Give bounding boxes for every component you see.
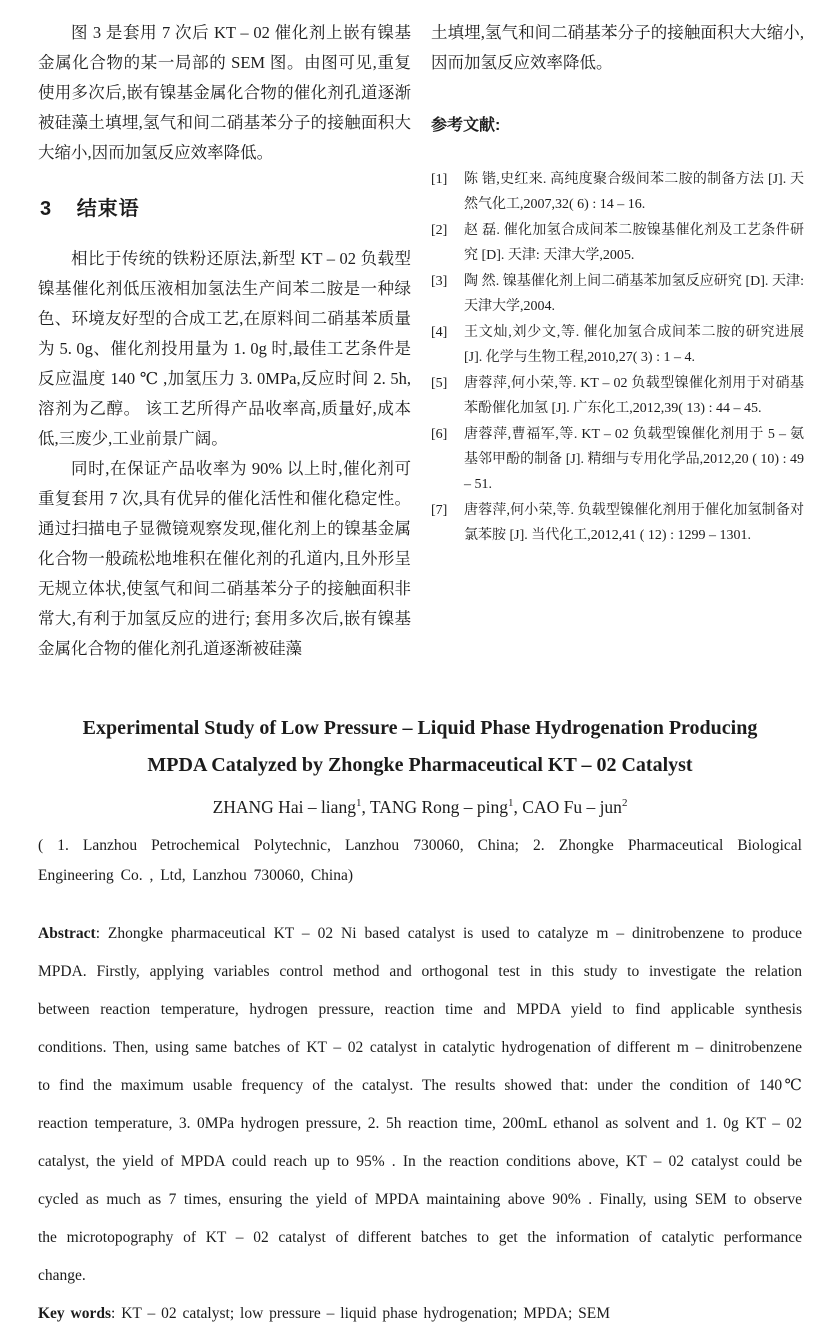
reference-text: 唐蓉萍,曹福军,等. KT – 02 负载型镍催化剂用于 5 – 氨基邻甲酚的制备 [J]. 精细与专用化学品,2012,20 ( 10) : 49 – 51. — [464, 427, 804, 492]
right-column — [431, 18, 804, 664]
paragraph-conclusion-1: 相比于传统的铁粉还原法,新型 KT – 02 负载型镍基催化剂低压液相加氢法生产间苯二胺是一种绿色、环境友好型的合成工艺,在原料间二硝基苯质量为 5. 0g、催化剂投用量为 1. 0g 时,最佳工艺条件是反应温度 140 ℃ ,加氢压力 3. 0MPa,反应时间 2. 5h,溶剂为乙醇。 该工艺所得产品收率高,质量好,成本低,三废少,工业前景广阔。 — [38, 249, 411, 448]
author-affiliation-sup: 1 — [355, 797, 362, 809]
english-title — [38, 710, 802, 784]
english-title-line2: MPDA Catalyzed by Zhongke Pharmaceutical KT – 02 Catalyst — [147, 754, 693, 776]
author-name: CAO Fu – jun — [522, 796, 622, 817]
reference-number: [3] — [431, 274, 448, 289]
author-name: ZHANG Hai – liang — [212, 796, 356, 817]
keywords-text: : KT – 02 catalyst; low pressure – liquid phase hydrogenation; MPDA; SEM — [111, 1304, 611, 1322]
author-affiliation-sup: 2 — [621, 797, 628, 809]
reference-text: 赵 磊. 催化加氢合成间苯二胺镍基催化剂及工艺条件研究 [D]. 天津: 天津大学,2005. — [464, 223, 804, 263]
paragraph-sem-discussion: 图 3 是套用 7 次后 KT – 02 催化剂上嵌有镍基金属化合物的某一局部的 SEM 图。由图可见,重复使用多次后,嵌有镍基金属化合物的催化剂孔道逐渐被硅藻土填埋,氢气和间二硝基苯分子的接触面积大大缩小,因而加氢反应效率降低。 — [38, 23, 411, 162]
reference-item — [431, 167, 804, 217]
reference-number: [5] — [431, 376, 448, 391]
abstract-label: Abstract — [38, 924, 96, 942]
reference-item — [431, 218, 804, 268]
paragraph-conclusion-2: 同时,在保证产品收率为 90% 以上时,催化剂可重复套用 7 次,具有优异的催化活性和催化稳定性。 通过扫描电子显微镜观察发现,催化剂上的镍基金属化合物一般疏松地堆积在催化剂的孔道内,且外形呈无规立体状,使氢气和间二硝基苯分子的接触面积非常大,有利于加氢反应的进行; 套用多次后,嵌有镍基金属化合物的催化剂孔道逐渐被硅藻 — [38, 459, 411, 658]
section-heading-conclusion — [40, 192, 411, 221]
section-number: 3 — [40, 198, 53, 220]
reference-number: [4] — [431, 325, 448, 340]
left-column — [38, 18, 411, 664]
references-heading: 参考文献: — [431, 117, 501, 134]
references-list — [431, 167, 804, 548]
authors-line — [38, 788, 802, 822]
reference-text: 陈 锴,史红来. 高纯度聚合级间苯二胺的制备方法 [J]. 天然气化工,2007,32( 6) : 14 – 16. — [464, 172, 804, 212]
reference-item — [431, 269, 804, 319]
author-separator: , — [361, 796, 370, 817]
reference-item — [431, 320, 804, 370]
chinese-section — [38, 18, 804, 664]
english-title-line1: Experimental Study of Low Pressure – Liquid Phase Hydrogenation Producing — [82, 717, 758, 739]
reference-item — [431, 498, 804, 548]
reference-text: 唐蓉萍,何小荣,等. 负载型镍催化剂用于催化加氢制备对氯苯胺 [J]. 当代化工,2012,41 ( 12) : 1299 – 1301. — [464, 503, 804, 543]
section-title: 结束语 — [76, 198, 140, 220]
reference-number: [2] — [431, 223, 448, 238]
reference-item — [431, 422, 804, 497]
reference-text: 王文灿,刘少文,等. 催化加氢合成间苯二胺的研究进展 [J]. 化学与生物工程,2010,27( 3) : 1 – 4. — [464, 325, 804, 365]
abstract-paragraph — [38, 915, 802, 1295]
reference-number: [7] — [431, 503, 448, 518]
keywords-label: Key words — [38, 1304, 112, 1322]
reference-item — [431, 371, 804, 421]
keywords-line — [38, 1295, 802, 1333]
author-separator: , — [513, 796, 523, 817]
author-name: TANG Rong – ping — [369, 796, 509, 817]
affiliation-line: ( 1. Lanzhou Petrochemical Polytechnic, Lanzhou 730060, China; 2. Zhongke Pharmaceutical Biological Engineering Co. , Ltd, Lanzhou 730060, China) — [38, 836, 802, 884]
english-abstract-section — [38, 710, 804, 1333]
paragraph-continuation: 土填埋,氢气和间二硝基苯分子的接触面积大大缩小,因而加氢反应效率降低。 — [431, 23, 804, 72]
reference-number: [6] — [431, 427, 448, 442]
author-affiliation-sup: 1 — [508, 797, 514, 809]
reference-text: 陶 然. 镍基催化剂上间二硝基苯加氢反应研究 [D]. 天津: 天津大学,2004. — [464, 274, 804, 314]
reference-number: [1] — [431, 172, 448, 187]
abstract-text: : Zhongke pharmaceutical KT – 02 Ni based catalyst is used to catalyze m – dinitrobenzene to produce MPDA. Firstly, applying variables control method and orthogonal test in this study to investigate the relation between reaction temperature, hydrogen pressure, reaction time and MPDA yield to find applicable synthesis conditions. Then, using same batches of KT – 02 catalyst in catalytic hydrogenation of different m – dinitrobenzene to find the maximum usable frequency of the catalyst. The results showed that: under the condition of 140℃ reaction temperature, 3. 0MPa hydrogen pressure, 2. 5h reaction time, 200mL ethanol as solvent and 1. 0g KT – 02 catalyst, the yield of MPDA could reach up to 95% . In the reaction conditions above, KT – 02 catalyst could be cycled as much as 7 times, ensuring the yield of MPDA maintaining above 90% . Finally, using SEM to observe the microtopography of KT – 02 catalyst of different batches to get the information of catalytic performance change. — [38, 924, 802, 1284]
reference-text: 唐蓉萍,何小荣,等. KT – 02 负载型镍催化剂用于对硝基苯酚催化加氢 [J]. 广东化工,2012,39( 13) : 44 – 45. — [464, 376, 804, 416]
